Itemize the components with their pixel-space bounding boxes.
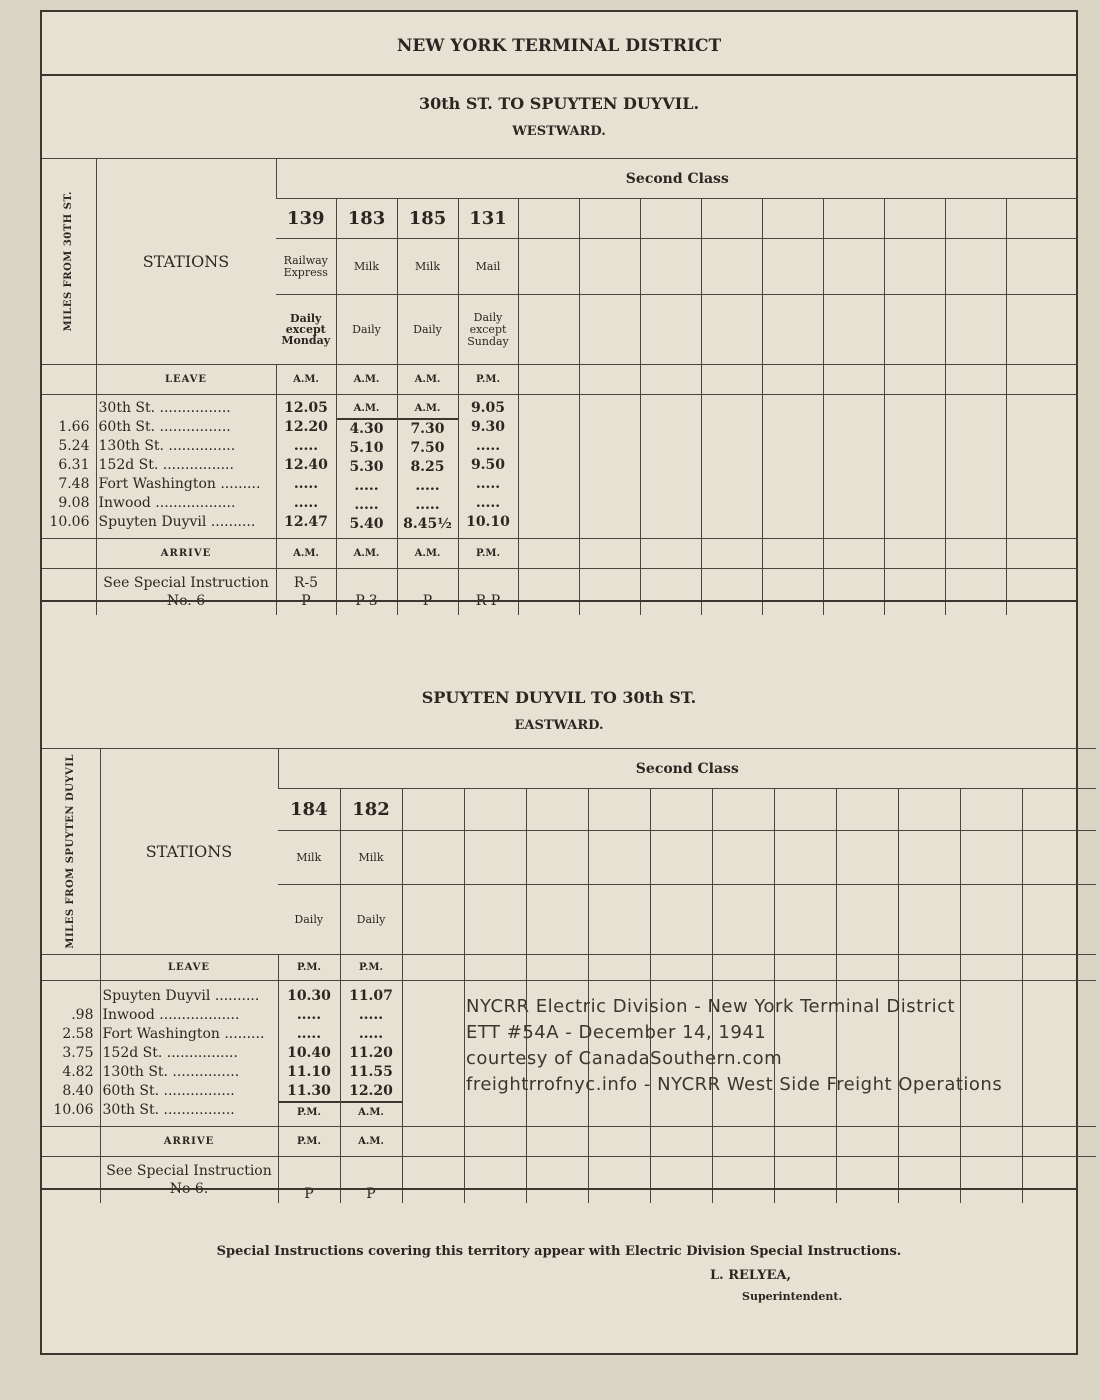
miles-header-cell [42, 749, 100, 955]
signature-title: Superintendent. [742, 1290, 843, 1303]
time-cell: 10.40 [287, 1045, 331, 1061]
time-cell: 4.30 [349, 421, 384, 437]
miles-value: 9.08 [58, 495, 90, 511]
district-title: NEW YORK TERMINAL DISTRICT [396, 36, 722, 56]
special-code [337, 574, 397, 592]
train-kind: Railway Express [276, 239, 336, 295]
time-cell: ..... [415, 497, 440, 513]
miles-value: 10.06 [49, 514, 90, 530]
station-name: 130th St. ............... [102, 1064, 240, 1080]
train-days: Daily except Monday [276, 295, 336, 365]
time-cell: 12.20 [349, 1083, 393, 1099]
time-cell: ..... [354, 478, 379, 494]
watermark-line: courtesy of CanadaSouthern.com [466, 1048, 783, 1069]
stations-header: STATIONS [96, 159, 276, 365]
eastward-direction: EASTWARD. [514, 718, 604, 733]
divider [42, 74, 1078, 76]
special-instruction-label: See Special Instruction No. 6 [96, 569, 276, 615]
time-cell: 9.05 [470, 400, 506, 416]
class-header: Second Class [278, 749, 1096, 789]
train-days: Daily [278, 885, 340, 955]
train-number: 183 [336, 199, 397, 239]
miles-column [42, 981, 100, 1127]
divider [42, 600, 1078, 602]
train-days: Daily [340, 885, 402, 955]
westward-table [42, 158, 1078, 615]
special-code: P [301, 592, 311, 609]
time-cell: ..... [293, 438, 319, 454]
station-column [96, 395, 276, 539]
westward-direction: WESTWARD. [512, 124, 606, 139]
time-cell: A.M. [398, 399, 458, 420]
station-name: 60th St. ................ [98, 419, 231, 435]
time-cell: 7.50 [410, 440, 445, 456]
time-cell: ..... [358, 1007, 384, 1023]
time-cell: 11.07 [349, 988, 393, 1004]
signature-name: L. RELYEA, [710, 1268, 792, 1283]
time-column [336, 395, 397, 539]
time-column [340, 981, 402, 1127]
arrive-ampm: P.M. [458, 539, 518, 569]
special-code-cell [458, 569, 518, 615]
divider [42, 1188, 1078, 1190]
leave-ampm: A.M. [336, 365, 397, 395]
leave-label: LEAVE [100, 955, 278, 981]
train-number: 139 [276, 199, 336, 239]
time-cell: 10.30 [287, 988, 331, 1004]
train-kind: Milk [336, 239, 397, 295]
time-cell: 10.10 [466, 514, 510, 530]
miles-value: 1.66 [58, 419, 90, 435]
time-cell: A.M. [337, 399, 397, 420]
time-column [276, 395, 336, 539]
train-kind: Milk [278, 831, 340, 885]
time-cell: ..... [475, 476, 501, 492]
special-code [459, 574, 518, 592]
train-number: 185 [397, 199, 458, 239]
leave-label: LEAVE [96, 365, 276, 395]
watermark-line: NYCRR Electric Division - New York Terminal District [466, 996, 956, 1017]
time-cell: ..... [358, 1026, 384, 1042]
time-cell: 5.10 [349, 440, 384, 456]
station-name: Inwood .................. [98, 495, 236, 511]
time-column [278, 981, 340, 1127]
time-cell: 11.20 [349, 1045, 393, 1061]
special-code: P [422, 592, 433, 609]
stations-header: STATIONS [100, 749, 278, 955]
miles-header: MILES FROM SPUYTEN DUYVIL [65, 754, 77, 949]
miles-value: 10.06 [53, 1102, 94, 1118]
time-cell: 7.30 [410, 421, 445, 437]
miles-column [42, 395, 96, 539]
time-cell: 12.40 [284, 457, 328, 473]
special-code-cell [336, 569, 397, 615]
miles-value: 8.40 [62, 1083, 94, 1099]
station-name: 152d St. ................ [102, 1045, 238, 1061]
class-header: Second Class [276, 159, 1078, 199]
station-name: 30th St. ................ [98, 400, 231, 416]
train-kind: Mail [458, 239, 518, 295]
time-cell: 11.55 [349, 1064, 393, 1080]
train-kind: Milk [397, 239, 458, 295]
arrive-ampm: A.M. [397, 539, 458, 569]
time-cell: 11.10 [287, 1064, 331, 1080]
footer-note: Special Instructions covering this territory appear with Electric Division Special Instructions. [216, 1244, 902, 1259]
special-code: R-5 [293, 574, 319, 591]
time-cell: ..... [475, 495, 501, 511]
special-code: R P [475, 592, 501, 609]
miles-value [42, 987, 100, 1006]
time-cell: 8.25 [410, 459, 445, 475]
miles-value: 7.48 [58, 476, 90, 492]
special-code: P [278, 1157, 340, 1203]
eastward-table [42, 748, 1096, 1203]
arrive-label: ARRIVE [96, 539, 276, 569]
miles-header-cell [42, 159, 96, 365]
leave-ampm: A.M. [276, 365, 336, 395]
station-name: 152d St. ................ [98, 457, 234, 473]
time-cell: A.M. [341, 1101, 402, 1122]
station-name: Fort Washington ......... [102, 1026, 265, 1042]
arrive-ampm: A.M. [276, 539, 336, 569]
time-cell: ..... [354, 497, 379, 513]
time-cell: 12.47 [284, 514, 328, 530]
time-cell: 5.30 [349, 459, 384, 475]
train-days: Daily [336, 295, 397, 365]
watermark-line: ETT #54A - December 14, 1941 [466, 1022, 767, 1043]
time-cell: 9.30 [470, 419, 506, 435]
station-name: 60th St. ................ [102, 1083, 235, 1099]
time-cell: ..... [415, 478, 440, 494]
leave-ampm: P.M. [278, 955, 340, 981]
special-code-cell [276, 569, 336, 615]
time-cell: P.M. [279, 1101, 340, 1122]
train-number: 184 [278, 789, 340, 831]
special-code: P [340, 1157, 402, 1203]
special-instruction-label: See Special Instruction No 6. [100, 1157, 278, 1203]
eastward-title: SPUYTEN DUYVIL TO 30th ST. [421, 688, 697, 707]
time-cell: 12.05 [284, 400, 328, 416]
miles-value: 3.75 [62, 1045, 94, 1061]
arrive-label: ARRIVE [100, 1127, 278, 1157]
timetable-page [40, 10, 1078, 1355]
station-name: Inwood .................. [102, 1007, 240, 1023]
time-cell: ..... [293, 495, 319, 511]
westward-title: 30th ST. TO SPUYTEN DUYVIL. [418, 94, 700, 113]
miles-value: 6.31 [58, 457, 90, 473]
leave-ampm: P.M. [458, 365, 518, 395]
miles-value: 5.24 [58, 438, 90, 454]
special-code: P-3 [355, 592, 378, 609]
time-cell: 5.40 [349, 516, 384, 532]
miles-value: 4.82 [62, 1064, 94, 1080]
train-kind: Milk [340, 831, 402, 885]
station-name: Spuyten Duyvil .......... [102, 988, 260, 1004]
station-name: Fort Washington ......... [98, 476, 261, 492]
train-days: Daily [397, 295, 458, 365]
time-cell: 9.50 [470, 457, 506, 473]
train-number: 131 [458, 199, 518, 239]
time-cell: 11.30 [287, 1083, 331, 1099]
miles-value [42, 399, 96, 418]
watermark [466, 994, 1002, 1098]
time-column [458, 395, 518, 539]
train-number: 182 [340, 789, 402, 831]
time-cell: ..... [293, 476, 319, 492]
station-name: 130th St. ............... [98, 438, 236, 454]
arrive-ampm: A.M. [340, 1127, 402, 1157]
special-code [398, 574, 458, 592]
time-column [397, 395, 458, 539]
arrive-ampm: P.M. [278, 1127, 340, 1157]
time-cell: 8.45½ [403, 516, 452, 532]
leave-ampm: P.M. [340, 955, 402, 981]
station-name: 30th St. ................ [102, 1102, 235, 1118]
time-cell: 12.20 [284, 419, 328, 435]
train-days: Daily except Sunday [458, 295, 518, 365]
watermark-line: freightrrofnyc.info - NYCRR West Side Freight Operations [466, 1074, 1003, 1095]
special-code-cell [397, 569, 458, 615]
leave-ampm: A.M. [397, 365, 458, 395]
time-cell: ..... [475, 438, 501, 454]
time-cell: ..... [296, 1026, 322, 1042]
arrive-ampm: A.M. [336, 539, 397, 569]
miles-value: 2.58 [62, 1026, 94, 1042]
miles-header: MILES FROM 30TH ST. [63, 191, 75, 332]
time-cell: ..... [296, 1007, 322, 1023]
miles-value: .98 [71, 1007, 94, 1023]
station-name: Spuyten Duyvil .......... [98, 514, 256, 530]
station-column [100, 981, 278, 1127]
